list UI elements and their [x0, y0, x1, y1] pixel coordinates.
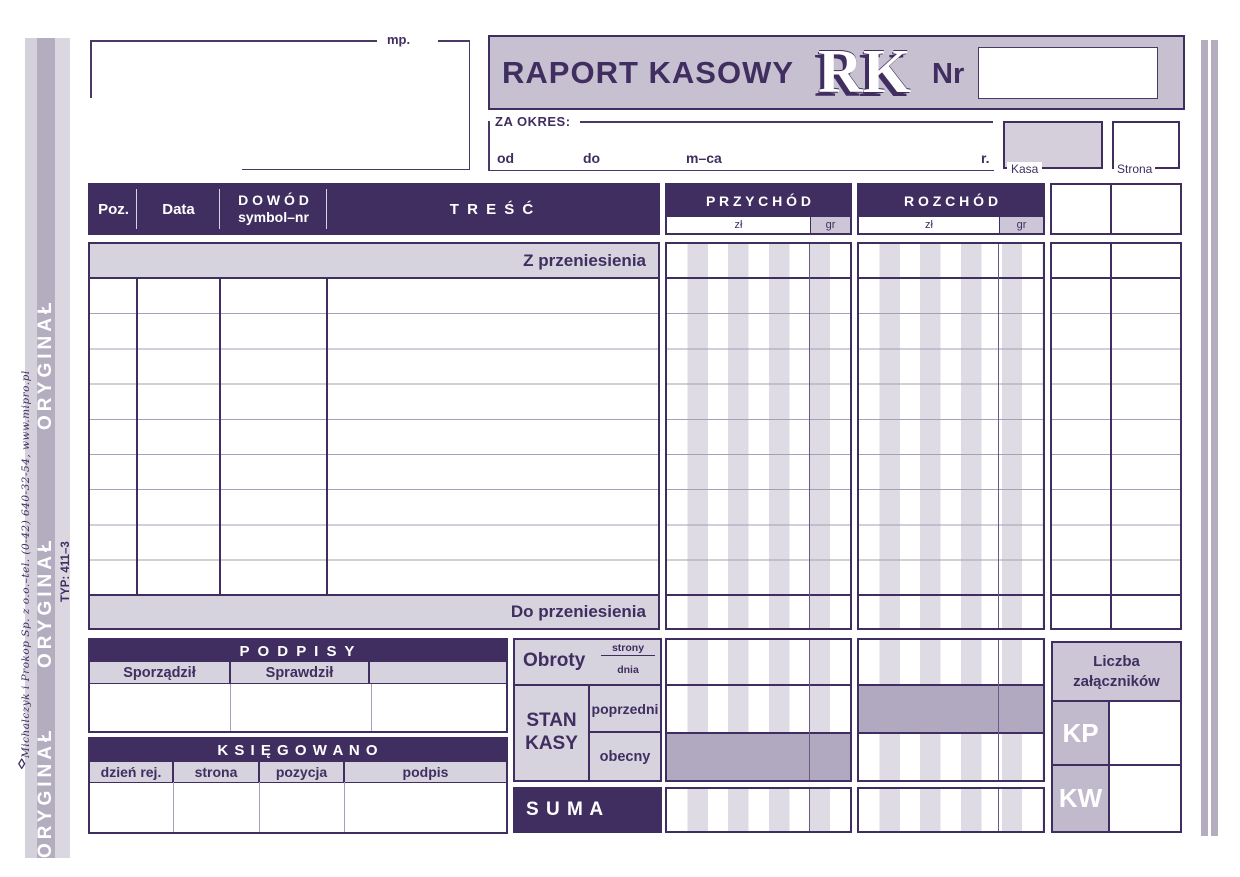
ksiegowano-title: K S I Ę G O W A N O: [90, 739, 506, 762]
przychod-blocked-cell: [667, 734, 850, 780]
table-header-left: [88, 183, 660, 235]
zalaczniki-header: Liczba załączników: [1053, 643, 1180, 702]
ksiegowano-col-strona: strona: [174, 762, 260, 783]
publisher-credit: Michalczyk i Prokop Sp. z o.o.–tel. (0-42) 640-32-54, www.mipro.pl: [20, 370, 32, 758]
table-header-extra: [1050, 183, 1182, 235]
col-header-dowod: D O W Ó D symbol–nr: [238, 191, 309, 225]
right-band-1: [1201, 40, 1208, 836]
obroty-label: Obroty: [523, 650, 586, 671]
oryginal-watermark: ORYGINAŁ: [35, 726, 56, 858]
ksiegowano-col-pozycja: pozycja: [260, 762, 345, 783]
kw-cell: KW: [1053, 766, 1110, 831]
col-header-tresc: T R E Ś Ć: [449, 200, 536, 218]
podpisy-title: P O D P I S Y: [90, 640, 506, 662]
table-body-left: [88, 242, 660, 630]
carry-from-row: [90, 244, 658, 279]
table-body-rozchod: [857, 242, 1045, 630]
report-number-label: Nr: [932, 58, 965, 90]
col-header-przychod: P R Z Y C H Ó D: [667, 185, 850, 216]
rozchod-blocked-cell: [859, 686, 1043, 732]
table-header-rozchod: [857, 183, 1045, 235]
podpisy-col-sprawdzil: Sprawdził: [231, 662, 370, 684]
obroty-cell: [515, 640, 660, 686]
ksiegowano-col-podpis: podpis: [345, 762, 506, 783]
przychod-suma-box: [665, 787, 852, 833]
right-band-2: [1211, 40, 1218, 836]
form-code: RK: [818, 38, 911, 106]
przychod-gr-label: gr: [810, 216, 850, 233]
obecny-cell: obecny: [599, 748, 651, 765]
form-type-code: TYP: 411–3: [60, 541, 72, 602]
col-header-poz: Poz.: [98, 200, 129, 218]
podpisy-col-sporzadzil: Sporządził: [90, 662, 231, 684]
obroty-dnia-label: dnia: [617, 664, 639, 676]
empty-rows-grid: [90, 279, 658, 594]
rozchod-summary-box: [857, 638, 1045, 782]
poprzedni-cell: poprzedni: [590, 686, 660, 733]
period-section: [488, 112, 995, 174]
form-title: RAPORT KASOWY: [502, 55, 794, 90]
stamp-label: mp.: [383, 32, 414, 47]
strona-label: Strona: [1114, 162, 1155, 176]
carry-to-label: Do przeniesienia: [510, 602, 646, 621]
oryginal-watermark: ORYGINAŁ: [35, 536, 56, 668]
strona-box: [1112, 121, 1180, 176]
col-header-rozchod: R O Z C H Ó D: [859, 185, 1043, 216]
period-label: ZA OKRES:: [495, 114, 571, 129]
obroty-strony-label: strony: [601, 642, 655, 656]
table-header-przychod: [665, 183, 852, 235]
table-body-extra: [1050, 242, 1182, 630]
zalaczniki-block: [1051, 641, 1182, 833]
report-number-field: [978, 47, 1158, 99]
podpisy-block: [88, 638, 508, 733]
kasa-box: [1003, 121, 1103, 176]
rozchod-zl-label: zł: [859, 216, 999, 233]
title-banner: [488, 35, 1185, 110]
podpisy-col-extra: [370, 662, 506, 684]
ksiegowano-col-dzien: dzień rej.: [90, 762, 174, 783]
kp-cell: KP: [1053, 702, 1110, 766]
period-from-label: od: [497, 150, 515, 166]
publisher-logo-icon: ◊: [18, 756, 26, 773]
przychod-zl-label: zł: [667, 216, 810, 233]
period-to-label: do: [583, 150, 601, 166]
left-band-light-2: [55, 38, 70, 858]
oryginal-watermark: ORYGINAŁ: [35, 298, 56, 430]
period-month-label: m–ca: [686, 150, 722, 166]
obroty-stan-block: [513, 638, 662, 782]
carry-from-label: Z przeniesienia: [523, 251, 646, 270]
kasa-label: Kasa: [1007, 162, 1042, 176]
ksiegowano-block: [88, 737, 508, 834]
suma-block: S U M A: [513, 787, 662, 833]
period-year-label: r.: [981, 150, 990, 166]
col-header-data: Data: [162, 200, 195, 218]
rozchod-gr-label: gr: [999, 216, 1043, 233]
carry-to-row: [90, 594, 658, 628]
stan-kasy-cell: STAN KASY: [515, 686, 590, 780]
przychod-summary-box: [665, 638, 852, 782]
table-body-przychod: [665, 242, 852, 630]
rozchod-suma-box: [857, 787, 1045, 833]
stamp-box: [90, 32, 470, 170]
